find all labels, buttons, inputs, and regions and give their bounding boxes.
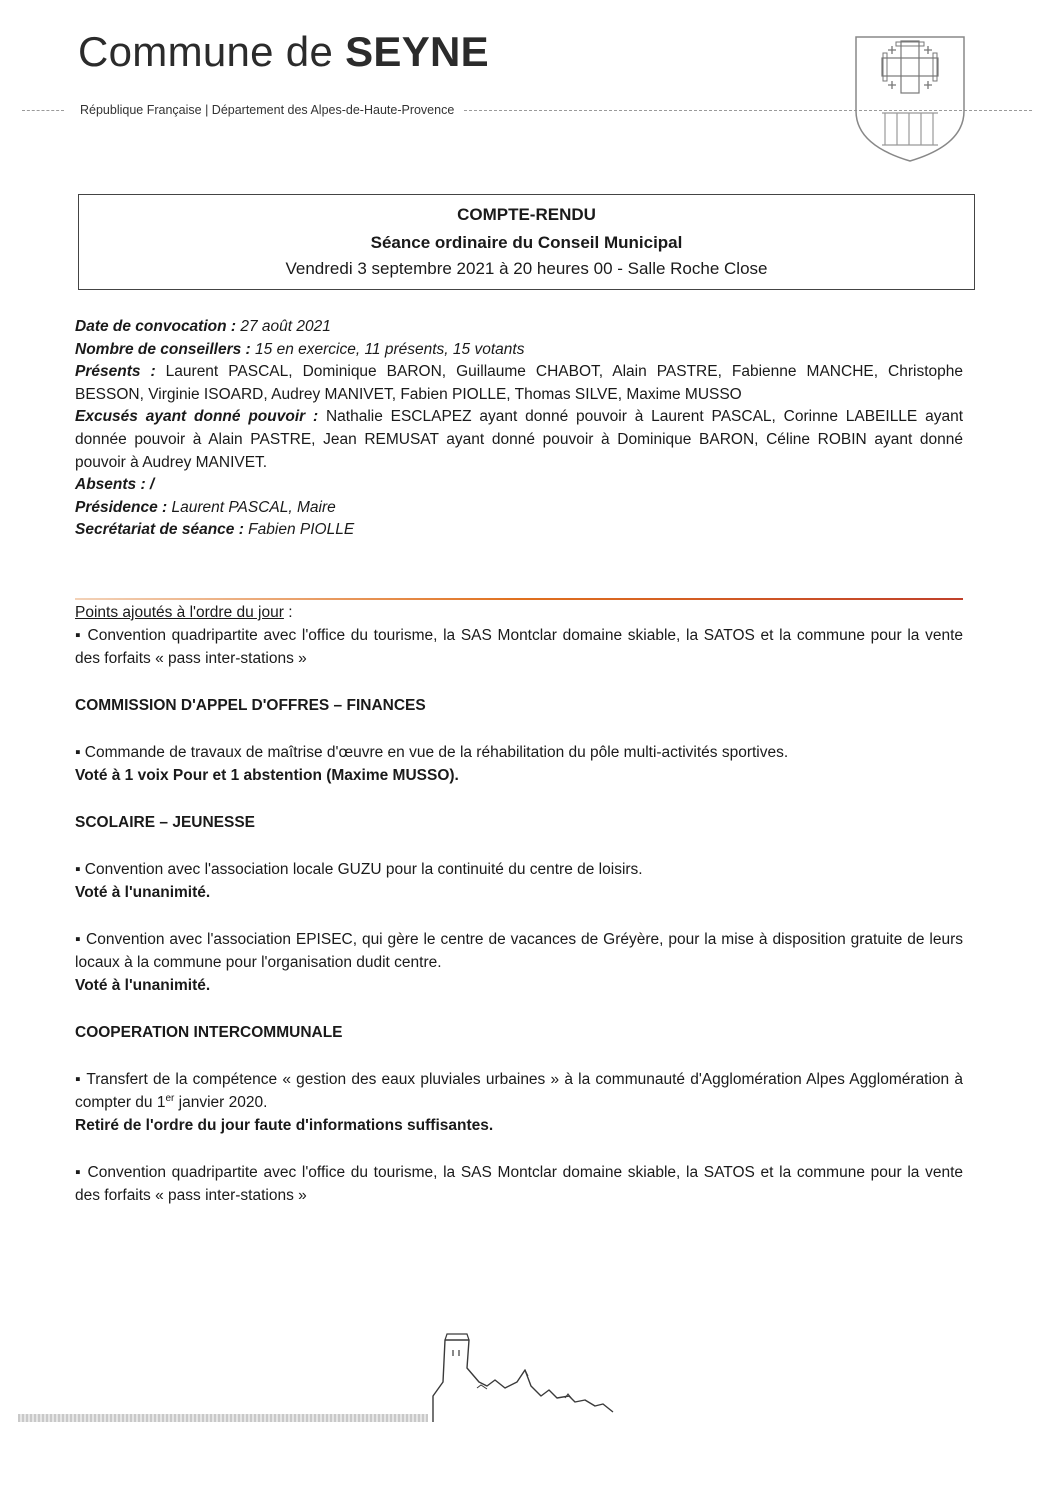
vote-result: Voté à 1 voix Pour et 1 abstention (Maxime MUSSO). <box>75 767 459 784</box>
session-date-place: Vendredi 3 septembre 2021 à 20 heures 00 - Salle Roche Close <box>285 259 768 278</box>
vote-result: Retiré de l'ordre du jour faute d'informations suffisantes. <box>75 1117 494 1134</box>
section-heading-scolaire: SCOLAIRE – JEUNESSE <box>75 814 256 831</box>
presents-value: Laurent PASCAL, Dominique BARON, Guillaume CHABOT, Alain PASTRE, Fabienne MANCHE, Christophe BESSON, Virginie ISOARD, Audrey MANIVET, Fabien PIOLLE, Thomas SILVE, Maxime MUSSO <box>75 363 963 403</box>
vote-result: Voté à l'unanimité. <box>75 884 211 901</box>
footer-rule <box>18 1414 428 1422</box>
conseillers-label: Nombre de conseillers : <box>75 340 251 358</box>
agenda-item: ▪ Convention avec l'association locale GUZU pour la continuité du centre de loisirs. <box>75 861 643 878</box>
title-prefix: Commune de <box>78 28 346 75</box>
secretariat-line <box>75 519 963 542</box>
presidence-label: Présidence : <box>75 498 168 516</box>
presents-label: Présents : <box>75 363 156 381</box>
agenda-item: ▪ Commande de travaux de maîtrise d'œuvre en vue de la réhabilitation du pôle multi-activités sportives. <box>75 744 789 761</box>
dashed-rule-left <box>22 110 64 111</box>
excuses-value: Nathalie ESCLAPEZ ayant donné pouvoir à Laurent PASCAL, Corinne LABEILLE ayant donnée pouvoir à Alain PASTRE, Jean REMUSAT ayant donné pouvoir à Dominique BARON, Céline ROBIN ayant donné pouvoir à Audrey MANIVET. <box>75 408 963 471</box>
subline-text: République Française | Département des Alpes-de-Haute-Provence <box>80 103 455 117</box>
secretariat-label: Secrétariat de séance : <box>75 521 244 539</box>
convocation-label: Date de convocation : <box>75 318 237 335</box>
accent-divider <box>75 598 963 600</box>
absents-line <box>75 474 963 497</box>
conseillers-line <box>75 339 963 362</box>
secretariat-value: Fabien PIOLLE <box>243 521 355 539</box>
section-heading-cooperation: COOPERATION INTERCOMMUNALE <box>75 1024 343 1041</box>
absents-label: Absents : / <box>75 476 155 494</box>
added-points-colon: : <box>283 604 293 621</box>
agenda-item <box>75 1068 963 1114</box>
added-points-label: Points ajoutés à l'ordre du jour <box>75 604 284 621</box>
report-title-box <box>78 194 975 290</box>
item-text: ▪ Transfert de la compétence « gestion des eaux pluviales urbaines » à la communauté d'Agglomération Alpes Agglomération à compter du 1 <box>75 1071 963 1111</box>
jerusalem-cross-coat-of-arms-icon <box>852 33 968 165</box>
title-name: SEYNE <box>345 28 489 75</box>
added-point-item: ▪ Convention quadripartite avec l'office du tourisme, la SAS Montclar domaine skiable, la SATOS et la commune pour la vente des forfaits « pass inter-stations » <box>75 627 963 667</box>
conseillers-value: 15 en exercice, 11 présents, 15 votants <box>250 340 525 358</box>
session-metadata <box>75 316 963 542</box>
excuses-line <box>75 406 963 474</box>
convocation-line <box>75 316 963 339</box>
session-type: Séance ordinaire du Conseil Municipal <box>370 233 683 252</box>
ordinal-suffix: er <box>165 1092 175 1104</box>
vote-result: Voté à l'unanimité. <box>75 977 211 994</box>
presidence-value: Laurent PASCAL, Maire <box>167 498 336 516</box>
presents-line <box>75 361 963 406</box>
commune-title <box>78 28 489 76</box>
report-title: COMPTE-RENDU <box>457 205 596 224</box>
added-points-heading <box>75 601 963 624</box>
convocation-value: 27 août 2021 <box>236 318 331 335</box>
header <box>78 28 489 76</box>
section-heading-finances: COMMISSION D'APPEL D'OFFRES – FINANCES <box>75 697 426 714</box>
agenda-content <box>75 601 963 1207</box>
agenda-item: ▪ Convention quadripartite avec l'office du tourisme, la SAS Montclar domaine skiable, la SATOS et la commune pour la vente des forfaits « pass inter-stations » <box>75 1164 963 1204</box>
presidence-line <box>75 497 963 520</box>
agenda-item: ▪ Convention avec l'association EPISEC, qui gère le centre de vacances de Gréyère, pour la mise à disposition gratuite de leurs locaux à la commune pour l'organisation dudit centre. <box>75 931 963 971</box>
item-text-end: janvier 2020. <box>174 1094 268 1111</box>
excuses-label: Excusés ayant donné pouvoir : <box>75 408 319 426</box>
castle-tower-sketch-icon <box>425 1326 620 1426</box>
